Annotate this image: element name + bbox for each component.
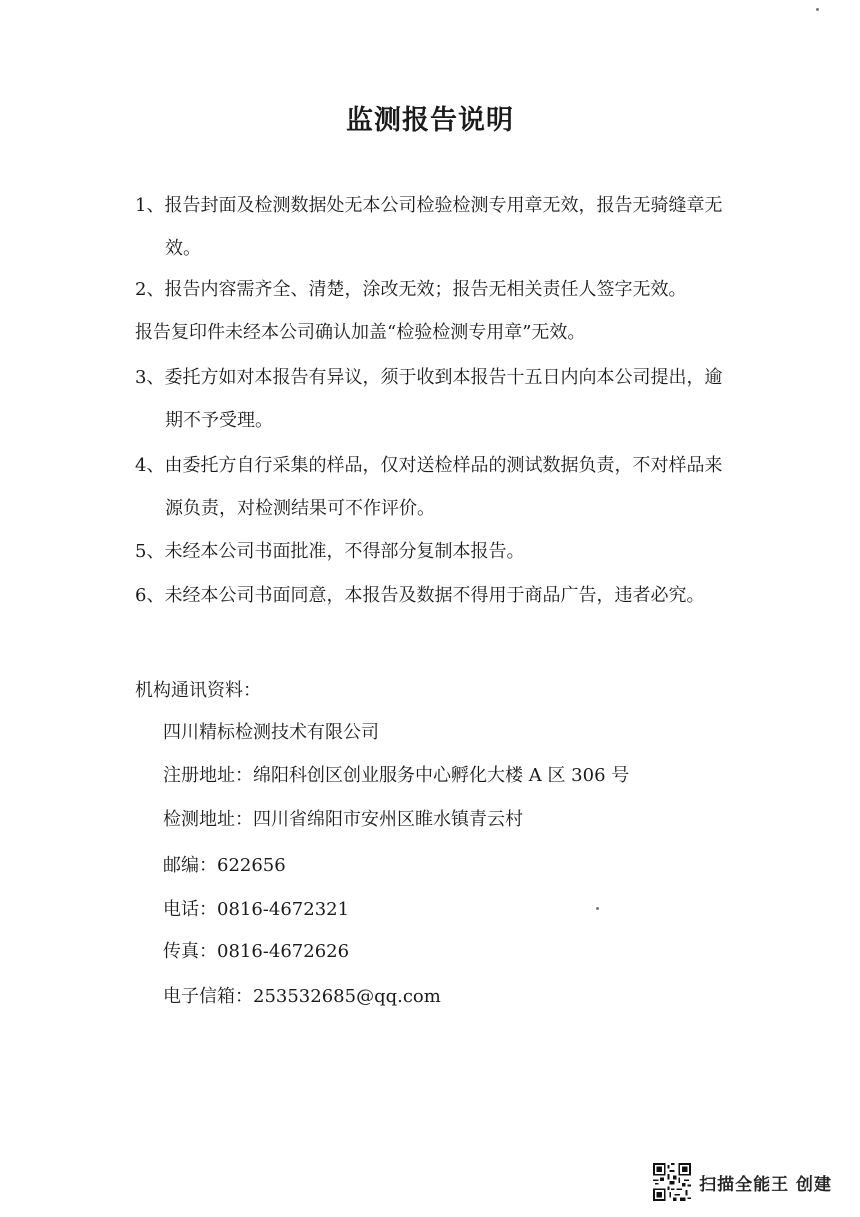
clause-2-copy-note xyxy=(135,311,775,354)
clause-2-copy-note-text: 报告复印件未经本公司确认加盖“检验检测专用章”无效。 xyxy=(135,322,586,343)
postcode: 邮编：622656 xyxy=(163,855,286,876)
clause-3-line-1: 3、委托方如对本报告有异议，须于收到本报告十五日内向本公司提出，逾 xyxy=(135,367,723,388)
clause-1 xyxy=(135,184,775,270)
clause-5-line-1: 5、未经本公司书面批准，不得部分复制本报告。 xyxy=(135,541,525,562)
clause-4 xyxy=(135,444,775,530)
clause-1-line-2: 效。 xyxy=(165,238,201,259)
fax: 传真：0816-4672626 xyxy=(163,941,350,962)
clause-1-line-1: 1、报告封面及检测数据处无本公司检验检测专用章无效，报告无骑缝章无 xyxy=(135,195,723,216)
scan-speck-2 xyxy=(816,8,819,11)
scan-speck-1 xyxy=(596,907,599,910)
clause-6 xyxy=(135,574,775,617)
scanner-footer xyxy=(653,1163,832,1201)
contact-heading: 机构通讯资料： xyxy=(135,680,261,701)
scanner-footer-text: 扫描全能王 创建 xyxy=(699,1174,832,1195)
email: 电子信箱：253532685@qq.com xyxy=(163,986,441,1007)
clause-3 xyxy=(135,356,775,442)
clause-4-line-1: 4、由委托方自行采集的样品，仅对送检样品的测试数据负责，不对样品来 xyxy=(135,455,723,476)
clause-2-line-1: 2、报告内容需齐全、清楚，涂改无效；报告无相关责任人签字无效。 xyxy=(135,279,687,300)
clause-2 xyxy=(135,268,775,311)
clause-6-line-1: 6、未经本公司书面同意，本报告及数据不得用于商品广告，违者必究。 xyxy=(135,585,705,606)
clause-3-line-2: 期不予受理。 xyxy=(165,410,273,431)
company-name: 四川精标检测技术有限公司 xyxy=(163,722,379,743)
phone: 电话：0816-4672321 xyxy=(163,899,350,920)
clause-4-line-2: 源负责，对检测结果可不作评价。 xyxy=(165,498,435,519)
qr-code-icon xyxy=(653,1163,691,1201)
page-title: 监测报告说明 xyxy=(346,105,514,136)
clause-5 xyxy=(135,530,775,573)
testing-address: 检测地址：四川省绵阳市安州区睢水镇青云村 xyxy=(163,809,523,830)
registered-address: 注册地址：绵阳科创区创业服务中心孵化大楼 A 区 306 号 xyxy=(163,765,630,786)
